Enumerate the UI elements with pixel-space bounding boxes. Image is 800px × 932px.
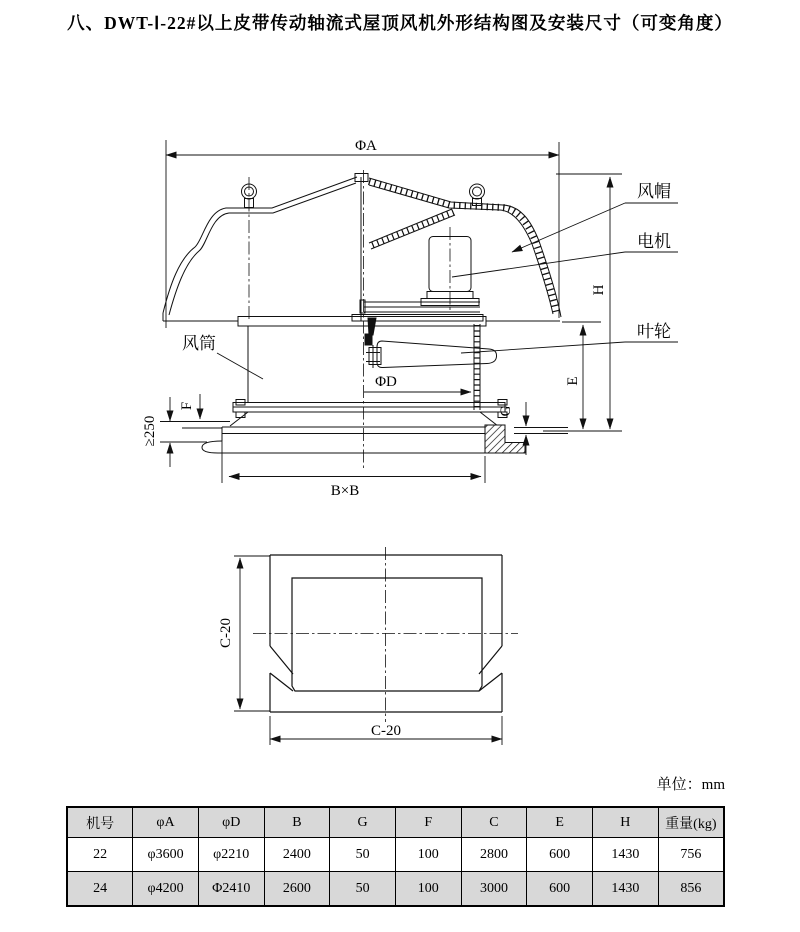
c20-horizontal-label: C-20 bbox=[371, 723, 401, 739]
header-cell: 重量(kg) bbox=[658, 807, 724, 838]
centerlines bbox=[249, 170, 450, 468]
cell: 24 bbox=[67, 872, 133, 907]
motor-label: 电机 bbox=[637, 232, 671, 251]
motor-assembly bbox=[352, 237, 483, 346]
header-cell: F bbox=[395, 807, 461, 838]
dome-left-inner bbox=[169, 183, 356, 315]
wind-cap-dome bbox=[163, 174, 561, 327]
cell: 22 bbox=[67, 838, 133, 872]
table-row bbox=[67, 872, 724, 907]
drive-belt bbox=[368, 318, 376, 335]
cell: 50 bbox=[330, 838, 396, 872]
plan-inner-opening bbox=[292, 578, 482, 691]
phi-d-label: ΦD bbox=[375, 374, 397, 390]
header-cell: 机号 bbox=[67, 807, 133, 838]
cell: 2400 bbox=[264, 838, 330, 872]
header-cell: φD bbox=[198, 807, 264, 838]
right-lifting-ring-inner bbox=[473, 187, 482, 196]
bxb-label: B×B bbox=[330, 483, 360, 499]
h-label: H bbox=[591, 284, 607, 296]
cell: 600 bbox=[527, 838, 593, 872]
cell: 856 bbox=[658, 872, 724, 907]
duct-label: 风筒 bbox=[182, 334, 216, 353]
phi-a-label: ΦA bbox=[355, 138, 377, 154]
skirt-flare-right bbox=[480, 412, 498, 426]
impeller-assembly bbox=[366, 324, 497, 410]
cell: 3000 bbox=[461, 872, 527, 907]
table-row bbox=[67, 838, 724, 872]
pulley-block bbox=[365, 334, 372, 345]
dome-right-rib-hatching bbox=[369, 182, 557, 316]
header-cell: φA bbox=[133, 807, 199, 838]
g-label: G bbox=[498, 405, 514, 417]
roof-section-hatched bbox=[485, 425, 525, 453]
page-title: 八、DWT-Ⅰ-22#以上皮带传动轴流式屋顶风机外形结构图及安装尺寸（可变角度） bbox=[67, 13, 733, 33]
brace-upper-line bbox=[369, 209, 452, 243]
curb-lip-and-bottom bbox=[202, 441, 485, 453]
cell: 1430 bbox=[593, 872, 659, 907]
wind-cap-label: 风帽 bbox=[637, 182, 671, 201]
header-cell: G bbox=[330, 807, 396, 838]
skirt-flare-left bbox=[230, 412, 248, 426]
brace-rib-hatching bbox=[370, 212, 454, 246]
table-header-row bbox=[67, 807, 724, 838]
dome-right-outer bbox=[369, 178, 561, 317]
f-label: F bbox=[179, 401, 195, 411]
cell: 50 bbox=[330, 872, 396, 907]
header-cell: E bbox=[527, 807, 593, 838]
dome-right-inner bbox=[369, 185, 553, 314]
cell: 100 bbox=[395, 872, 461, 907]
c20-vertical-label: C-20 bbox=[218, 618, 234, 648]
cell: φ4200 bbox=[133, 872, 199, 907]
right-lifting-ring bbox=[470, 184, 485, 199]
impeller-label: 叶轮 bbox=[637, 322, 671, 341]
cell: 2800 bbox=[461, 838, 527, 872]
plan-view bbox=[218, 547, 518, 745]
mounting-frame-lines bbox=[364, 302, 480, 312]
cell: 1430 bbox=[593, 838, 659, 872]
dome-left-outer bbox=[163, 177, 357, 313]
elevation-view bbox=[142, 138, 678, 499]
dimension-table bbox=[66, 806, 725, 907]
cell: φ2210 bbox=[198, 838, 264, 872]
cell: 600 bbox=[527, 872, 593, 907]
header-cell: B bbox=[264, 807, 330, 838]
header-cell: C bbox=[461, 807, 527, 838]
duct-leader bbox=[217, 353, 263, 379]
motor-leader bbox=[452, 252, 625, 277]
brace-lower-line bbox=[371, 215, 455, 249]
header-cell: H bbox=[593, 807, 659, 838]
cell: 100 bbox=[395, 838, 461, 872]
roof-lines-left bbox=[160, 422, 230, 443]
impeller-leader bbox=[461, 342, 625, 353]
plan-notch-left bbox=[270, 646, 293, 691]
e-label: E bbox=[565, 376, 581, 386]
cell: Φ2410 bbox=[198, 872, 264, 907]
cell: 2600 bbox=[264, 872, 330, 907]
cell: φ3600 bbox=[133, 838, 199, 872]
min250-label: ≥250 bbox=[142, 415, 158, 447]
unit-note: 单位：mm bbox=[656, 777, 725, 793]
cell: 756 bbox=[658, 838, 724, 872]
